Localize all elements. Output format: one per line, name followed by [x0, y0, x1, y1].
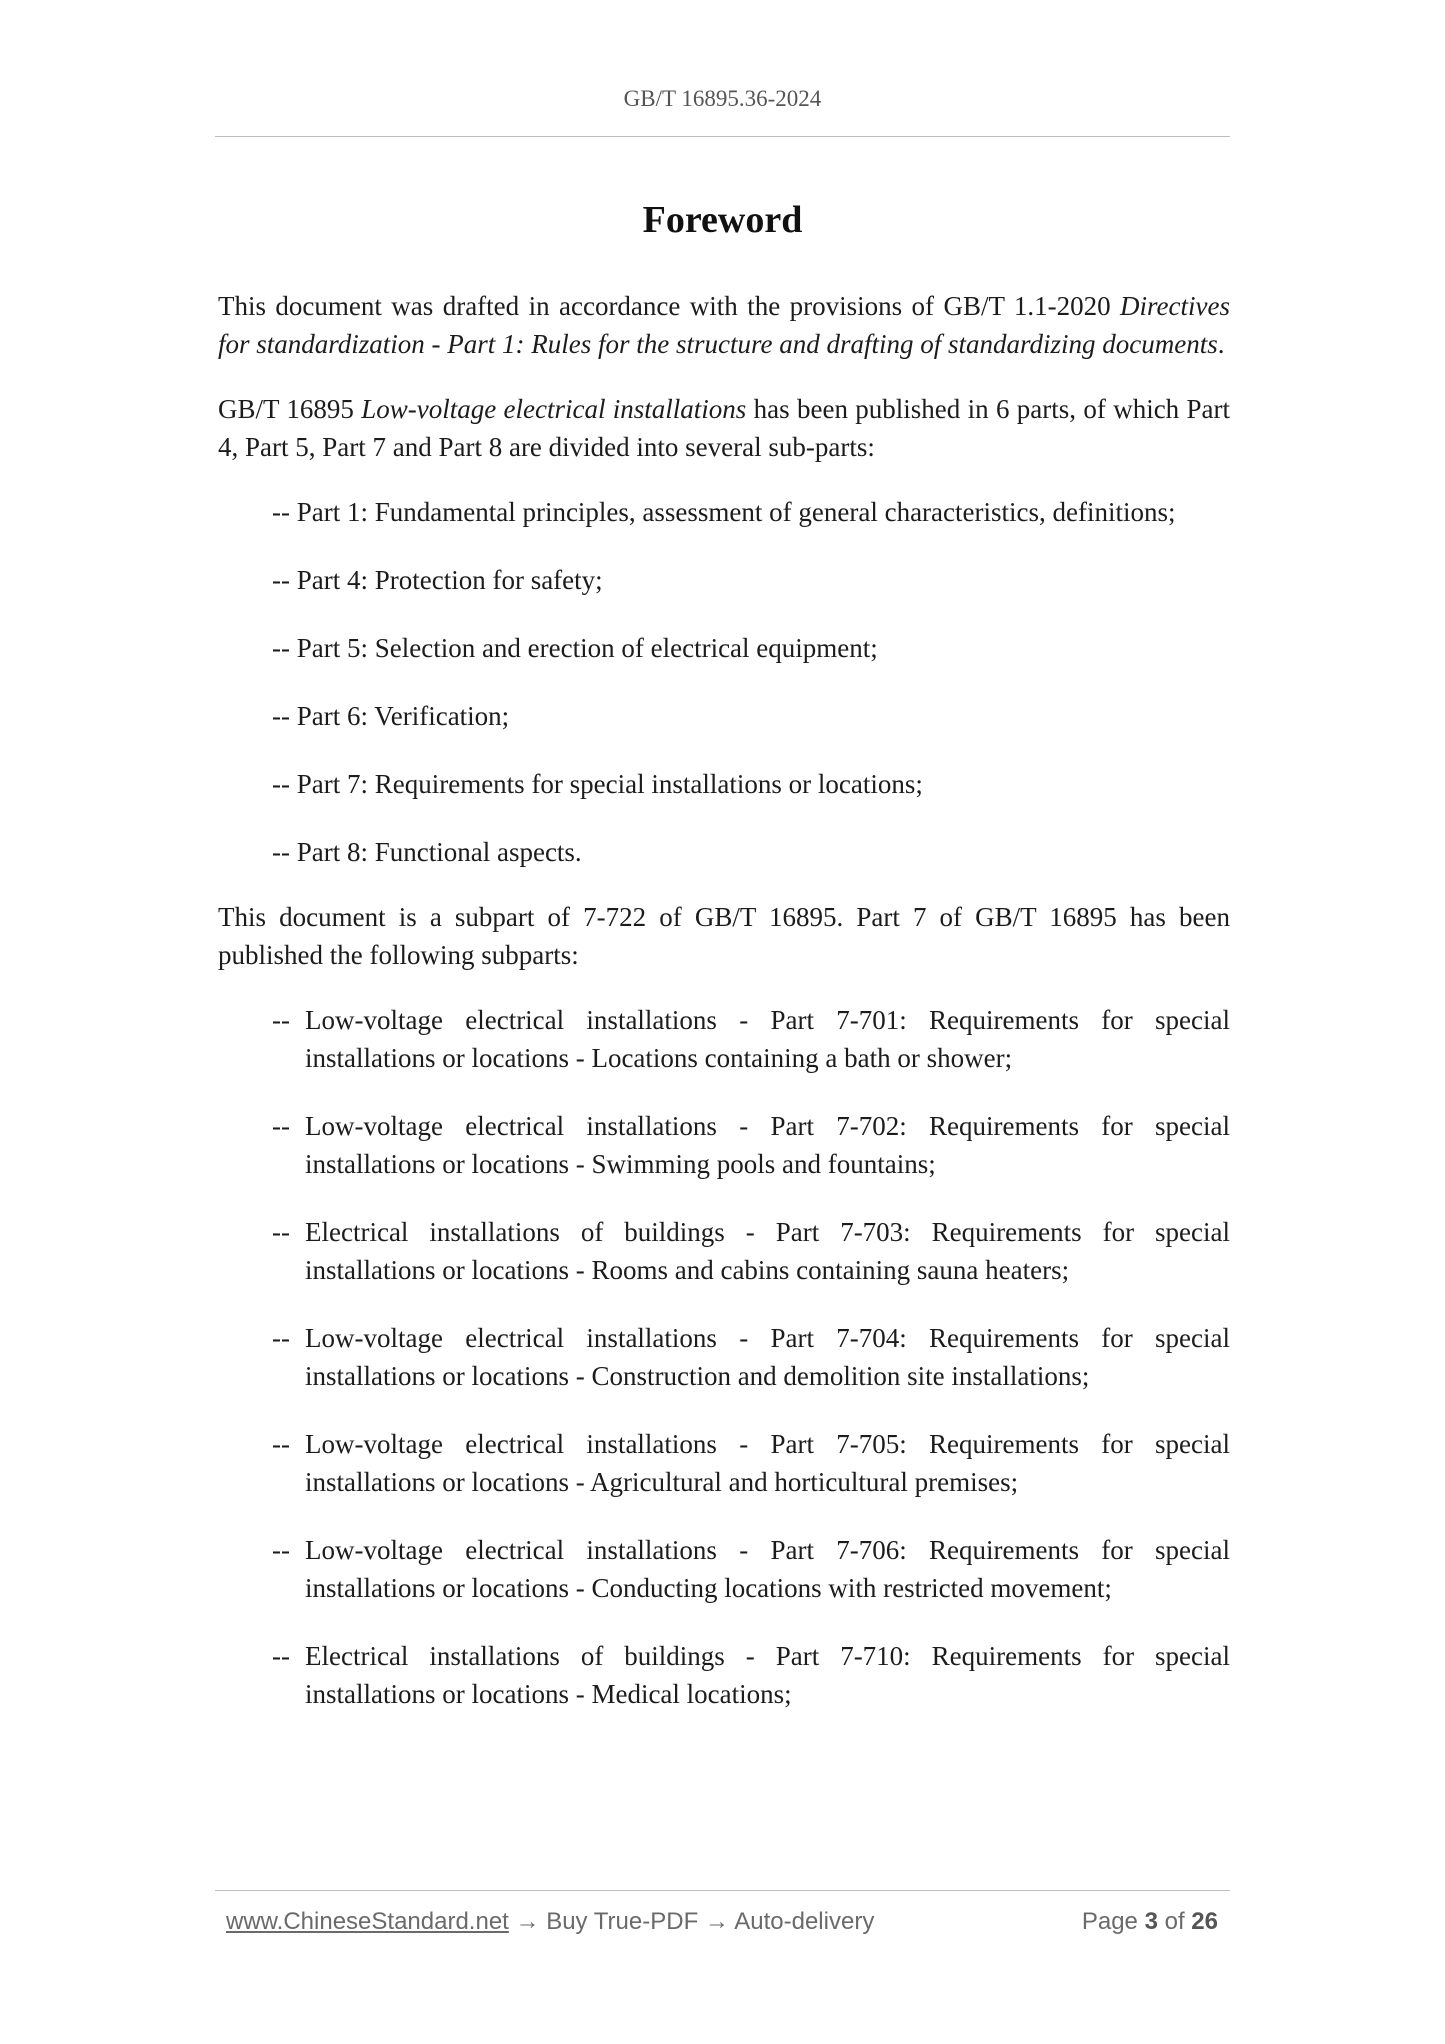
- header-divider: [215, 136, 1230, 137]
- list-dash: --: [272, 1535, 290, 1565]
- list-item: [272, 1001, 1230, 1077]
- list-item: -- Part 5: Selection and erection of electrical equipment;: [272, 633, 878, 663]
- list-dash: --: [272, 1429, 290, 1459]
- list-item-text: Low-voltage electrical installations - Part 7-706: Requirements for special installations or locations - Conducting locations with restricted movement;: [305, 1535, 1230, 1603]
- buy-pdf-text: Buy True-PDF: [546, 1908, 699, 1935]
- footer-promo: [226, 1908, 874, 1936]
- list-item: -- Part 6: Verification;: [272, 701, 510, 731]
- list-dash: --: [272, 1641, 290, 1671]
- list-item-text: Electrical installations of buildings - Part 7-710: Requirements for special installations or locations - Medical locations;: [305, 1641, 1230, 1709]
- intro-paragraph-2: [218, 390, 1230, 466]
- list-dash: --: [272, 1217, 290, 1247]
- page-number: [1082, 1908, 1218, 1936]
- subpart-intro-paragraph: This document is a subpart of 7-722 of GB/T 16895. Part 7 of GB/T 16895 has been published the following subparts:: [218, 902, 1230, 970]
- page-of-label: of: [1164, 1908, 1185, 1935]
- list-item: [272, 1637, 1230, 1713]
- page-title: Foreword: [642, 199, 803, 241]
- intro-text: This document was drafted in accordance with the provisions of GB/T 1.1-2020: [218, 291, 1121, 321]
- intro-text-2: has been published in 6 parts, of which Part 4, Part 5, Part 7 and Part 8 are divided into several sub-parts:: [218, 394, 1231, 462]
- list-item-text: Low-voltage electrical installations - Part 7-702: Requirements for special installations or locations - Swimming pools and fountains;: [305, 1111, 1230, 1179]
- list-item: -- Part 8: Functional aspects.: [272, 837, 582, 867]
- intro-paragraph-1: [218, 287, 1230, 363]
- directives-title: Directives for standardization - Part 1: Rules for the structure and drafting of standardizing documents: [218, 291, 1230, 359]
- website-link[interactable]: www.ChineseStandard.net: [226, 1908, 509, 1935]
- intro-period: .: [1217, 329, 1225, 359]
- list-item: [272, 1213, 1230, 1289]
- list-item-text: Low-voltage electrical installations - Part 7-705: Requirements for special installations or locations - Agricultural and horticultural premises;: [305, 1429, 1230, 1497]
- list-item-text: Low-voltage electrical installations - Part 7-704: Requirements for special installations or locations - Construction and demolition site installations;: [305, 1323, 1230, 1391]
- document-body: [218, 287, 1230, 1743]
- list-item: -- Part 1: Fundamental principles, assessment of general characteristics, definitions;: [272, 497, 1176, 527]
- standard-number: GB/T 16895: [218, 394, 362, 424]
- list-dash: --: [272, 1005, 290, 1035]
- parts-list: [218, 493, 1230, 871]
- list-item: [272, 1425, 1230, 1501]
- arrow-right-icon: →: [515, 1908, 540, 1935]
- page-label: Page: [1081, 1908, 1138, 1935]
- list-item: [272, 1319, 1230, 1395]
- auto-delivery-text: Auto-delivery: [734, 1908, 875, 1935]
- subparts-list: [218, 1001, 1230, 1713]
- current-page-number: 3: [1144, 1908, 1158, 1935]
- standard-title: Low-voltage electrical installations: [361, 394, 747, 424]
- list-item: -- Part 4: Protection for safety;: [272, 565, 603, 595]
- list-item-text: Electrical installations of buildings - Part 7-703: Requirements for special installations or locations - Rooms and cabins containing sauna heaters;: [305, 1217, 1230, 1285]
- total-pages-number: 26: [1191, 1908, 1218, 1935]
- page-footer: [226, 1908, 1230, 1942]
- list-item: [272, 1531, 1230, 1607]
- list-item-text: Low-voltage electrical installations - Part 7-701: Requirements for special installations or locations - Locations containing a bath or shower;: [305, 1005, 1230, 1073]
- footer-divider: [215, 1890, 1230, 1891]
- arrow-right-icon: →: [704, 1908, 729, 1935]
- list-item: [272, 1107, 1230, 1183]
- list-dash: --: [272, 1111, 290, 1141]
- document-id-header: GB/T 16895.36-2024: [623, 86, 822, 111]
- list-item: -- Part 7: Requirements for special installations or locations;: [272, 769, 923, 799]
- list-dash: --: [272, 1323, 290, 1353]
